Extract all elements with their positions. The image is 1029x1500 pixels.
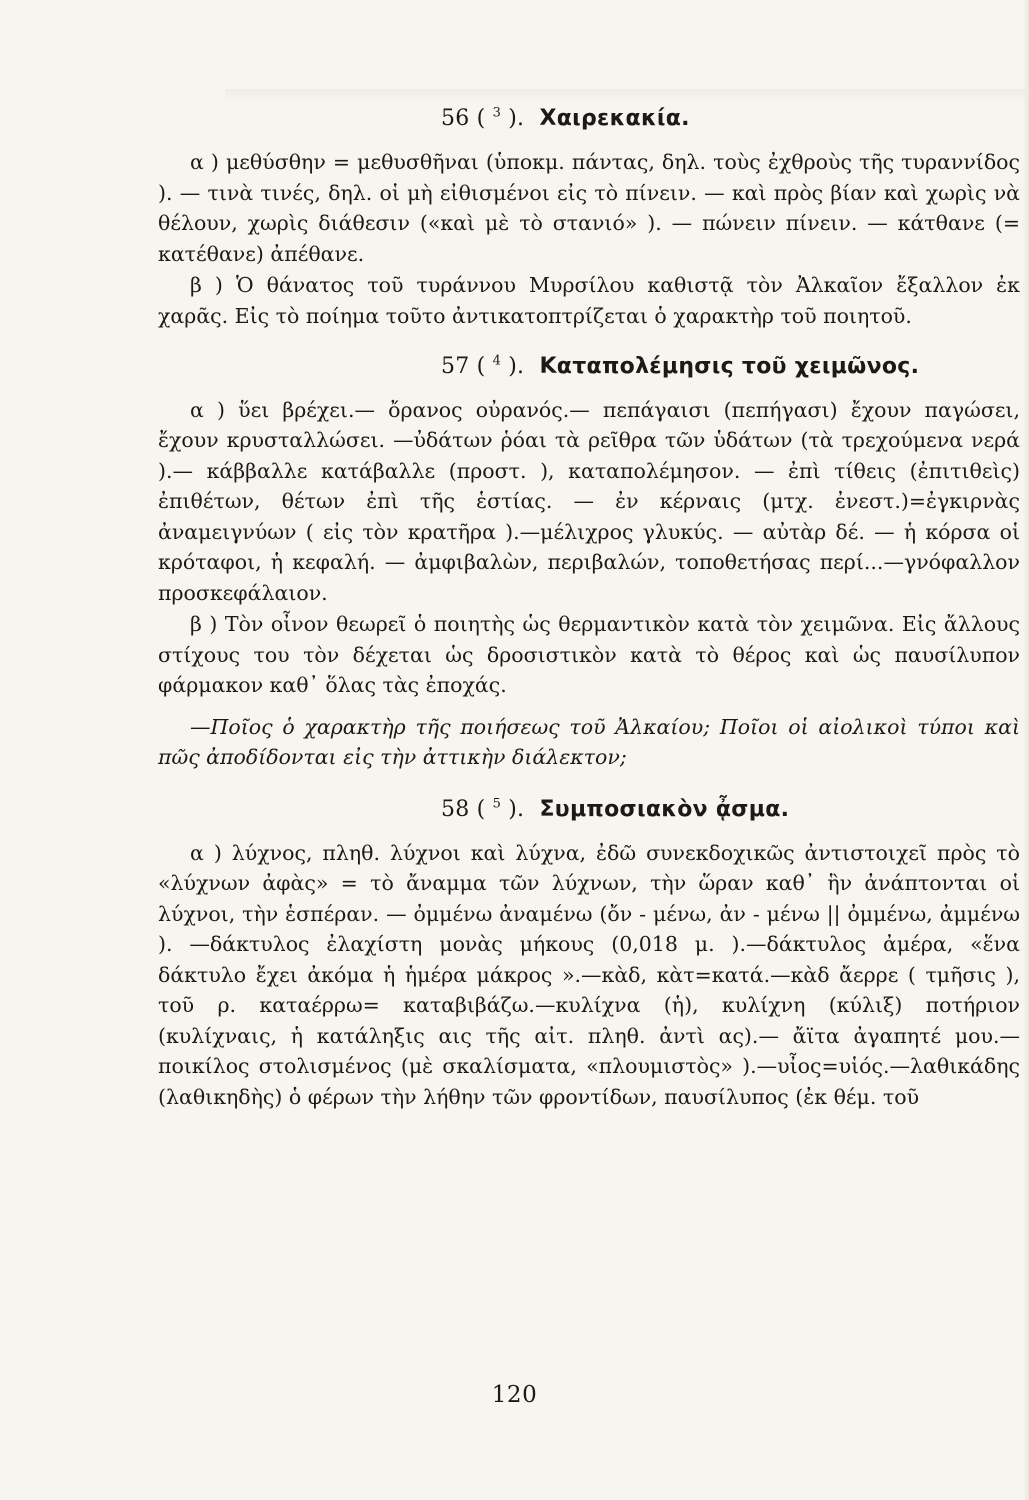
text-column bbox=[158, 100, 1020, 1112]
section-number: 57 bbox=[441, 353, 470, 379]
question-paragraph: —Ποῖος ὁ χαρακτὴρ τῆς ποιήσεως τοῦ Ἀλκαίου; Ποῖοι οἱ αἰολικοὶ τύποι καὶ πῶς ἀποδίδονται εἰς τὴν ἀττικὴν διάλεκτον; bbox=[158, 714, 1020, 770]
section-heading bbox=[158, 791, 1020, 824]
section-ref: ( $^5$ ). bbox=[476, 796, 525, 822]
section-ref: ( $^3$ ). bbox=[476, 106, 525, 132]
section-title: Συμποσιακὸν ᾆσμα. bbox=[539, 796, 790, 822]
paragraph: α ) μεθύσθην = μεθυσθῆναι (ὑποκμ. πάντας, δηλ. τοὺς ἐχθροὺς τῆς τυραννίδος ). — τινὰ τινές, δηλ. οἱ μὴ εἰθισμένοι εἰς τὸ πίνειν. — καὶ πρὸς βίαν καὶ χωρὶς νὰ θέλουν, χωρὶς διάθεσιν («καὶ μὲ τὸ στανιό» ). — πώνειν πίνειν. — κάτθανε (= κατέθανε) ἀπέθανε. bbox=[158, 150, 1020, 266]
section-56 bbox=[158, 100, 1020, 331]
section-57 bbox=[158, 347, 1020, 772]
section-heading bbox=[158, 100, 1020, 133]
section-number: 56 bbox=[441, 106, 470, 132]
page-edge-shadow bbox=[1023, 0, 1029, 1500]
section-title: Καταπολέμησις τοῦ χειμῶνος. bbox=[539, 353, 920, 379]
paragraph: β ) Τὸν οἶνον θεωρεῖ ὁ ποιητὴς ὡς θερμαντικὸν κατὰ τὸν χειμῶνα. Εἰς ἄλλους στίχους του τὸν δέχεται ὡς δροσιστικὸν κατὰ τὸ θέρος καὶ ὡς παυσίλυπον φάρμακον καθ᾽ ὅλας τὰς ἐποχάς. bbox=[158, 612, 1020, 698]
section-58 bbox=[158, 791, 1020, 1113]
section-ref: ( $^4$ ). bbox=[476, 353, 525, 379]
section-title: Χαιρεκακία. bbox=[539, 106, 690, 132]
paragraph: α ) λύχνος, πληθ. λύχνοι καὶ λύχνα, ἐδῶ συνεκδοχικῶς ἀντιστοιχεῖ πρὸς τὸ «λύχνων ἀφὰς» = τὸ ἄναμμα τῶν λύχνων, τὴν ὥραν καθ᾽ ἣν ἀνάπτονται οἱ λύχνοι, τὴν ἑσπέραν. — ὀμμένω ἀναμένω (ὄν - μένω, ἀν - μένω || ὀμμένω, ἀμμένω ). —δάκτυλος ἐλαχίστη μονὰς μήκους (0,018 μ. ).—δάκτυλος ἀμέρα, «ἕνα δάκτυλο ἔχει ἀκόμα ἡ ἡμέρα μάκρος ».—κὰδ, κὰτ=κατά.—κὰδ ἄερρε ( τμῆσις ), τοῦ ρ. καταέρρω= καταβιβάζω.—κυλίχνα (ἡ), κυλίχνη (κύλιξ) ποτήριον (κυλίχναις, ἡ κατάληξις αις τῆς αἰτ. πληθ. ἀντὶ ας).— ἄϊτα ἀγαπητέ μου.— ποικίλος στολισμένος (μὲ σκαλίσματα, «πλουμιστὸς» ).—υἶος=υἱός.—λαθικάδης (λαθικηδὴς) ὁ φέρων τὴν λήθην τῶν φροντίδων, παυσίλυπος (ἐκ θέμ. τοῦ bbox=[158, 840, 1020, 1109]
paragraph: α ) ὕει βρέχει.— ὄρανος οὐρανός.— πεπάγαισι (πεπήγασι) ἔχουν παγώσει, ἔχουν κρυσταλλώσει. —ὐδάτων ῥόαι τὰ ρεῖθρα τῶν ὑδάτων (τὰ τρεχούμενα νερά ).— κάββαλλε κατάβαλλε (προστ. ), καταπολέμησον. — ἐπὶ τίθεις (ἐπιτιθεὶς) ἐπιθέτων, θέτων ἐπὶ τῆς ἑστίας. — ἐν κέρναις (μτχ. ἐνεστ.)=ἐγκιρνὰς ἀναμειγνύων ( εἰς τὸν κρατῆρα ).—μέλιχρος γλυκύς. — αὐτὰρ δέ. — ἡ κόρσα οἱ κρόταφοι, ἡ κεφαλή. — ἀμφιβαλὼν, περιβαλών, τοποθετήσας περί...—γνόφαλλον προσκεφάλαιον. bbox=[158, 397, 1020, 605]
paragraph: β ) Ὁ θάνατος τοῦ τυράννου Μυρσίλου καθιστᾷ τὸν Ἀλκαῖον ἔξαλλον ἐκ χαρᾶς. Εἰς τὸ ποίημα τοῦτο ἀντικατοπτρίζεται ὁ χαρακτὴρ τοῦ ποιητοῦ. bbox=[158, 273, 1020, 328]
section-number: 58 bbox=[441, 796, 470, 822]
section-heading bbox=[158, 347, 1020, 380]
page-number: 120 bbox=[491, 1382, 538, 1408]
